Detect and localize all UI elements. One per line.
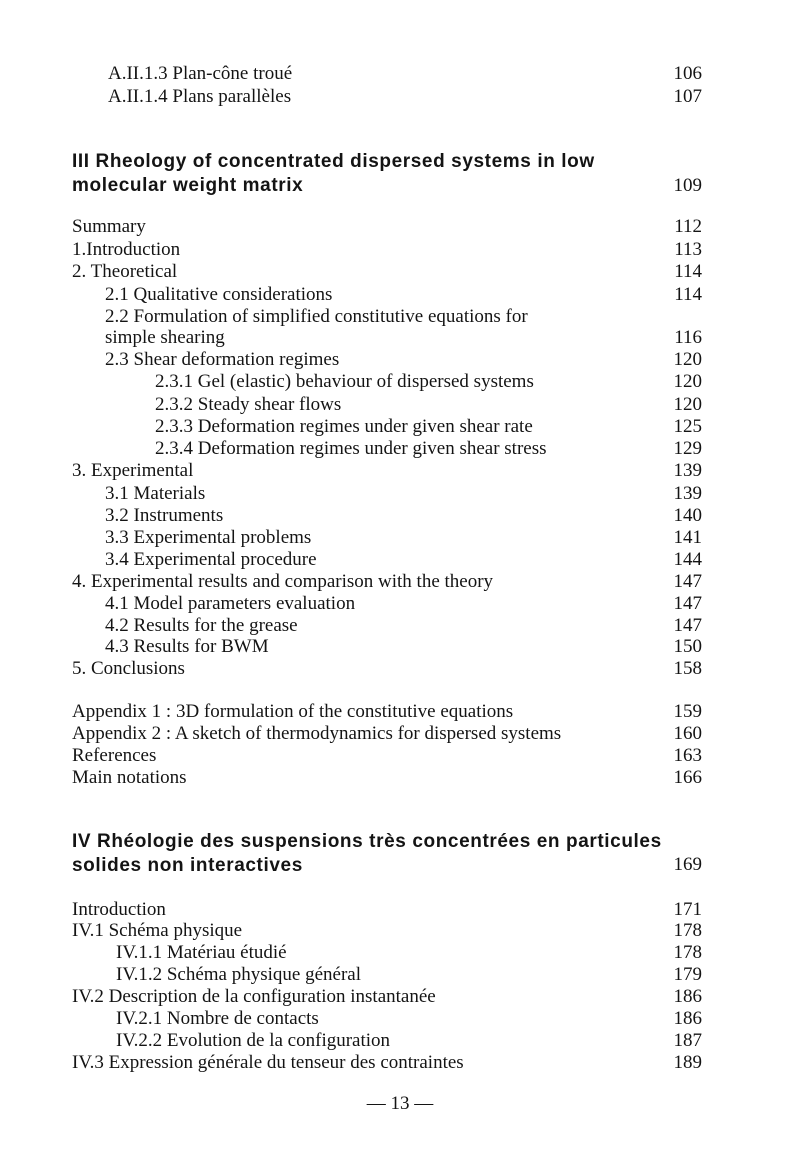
toc-entry-page: 179 bbox=[673, 964, 702, 985]
toc-entry bbox=[0, 985, 800, 1009]
toc-entry bbox=[0, 459, 800, 483]
toc-entry-text: IV.2 Description de la configuration instantanée bbox=[72, 986, 436, 1007]
toc-entry-page: 186 bbox=[673, 1008, 702, 1029]
toc-entry-text: 3. Experimental bbox=[72, 460, 194, 481]
toc-entry-text: 4. Experimental results and comparison with the theory bbox=[72, 571, 494, 592]
toc-entry-page: 113 bbox=[674, 239, 702, 260]
toc-entry-text: Appendix 2 : A sketch of thermodynamics for dispersed systems bbox=[72, 723, 562, 744]
toc-entry-text: simple shearing bbox=[105, 327, 225, 348]
toc-entry-text: 3.2 Instruments bbox=[105, 505, 224, 526]
toc-entry-page: 125 bbox=[673, 416, 702, 437]
toc-entry bbox=[0, 62, 800, 86]
page-number: — 13 — bbox=[366, 1093, 434, 1114]
toc-entry-page: 129 bbox=[673, 438, 702, 459]
toc-appendix-entry bbox=[0, 766, 800, 790]
toc-entry-page: 112 bbox=[674, 216, 702, 237]
toc-entry-page: 178 bbox=[673, 920, 702, 941]
toc-entry bbox=[0, 260, 800, 284]
toc-entry bbox=[0, 415, 800, 439]
toc-entry-page: 147 bbox=[673, 593, 702, 614]
toc-entry bbox=[0, 1007, 800, 1031]
toc-entry-text: Summary bbox=[72, 216, 146, 237]
toc-entry-page: 150 bbox=[673, 636, 702, 657]
toc-entry-page: 166 bbox=[673, 767, 702, 788]
toc-entry bbox=[0, 326, 800, 350]
toc-entry-page: 186 bbox=[673, 986, 702, 1007]
toc-entry bbox=[0, 348, 800, 372]
toc-entry bbox=[0, 1051, 800, 1075]
toc-entry-page: 189 bbox=[673, 1052, 702, 1073]
section-heading bbox=[72, 830, 712, 878]
toc-entry bbox=[0, 85, 800, 109]
toc-entry-text: 4.1 Model parameters evaluation bbox=[105, 593, 356, 614]
toc-entry-text: IV.1.2 Schéma physique général bbox=[116, 964, 362, 985]
toc-entry bbox=[0, 963, 800, 987]
toc-entry-text: 2.1 Qualitative considerations bbox=[105, 284, 333, 305]
toc-entry bbox=[0, 370, 800, 394]
section-heading-page: 169 bbox=[673, 854, 702, 875]
toc-entry-text: 5. Conclusions bbox=[72, 658, 185, 679]
toc-entry-text: 2.3.1 Gel (elastic) behaviour of dispersed systems bbox=[155, 371, 534, 392]
toc-entry-text: 1.Introduction bbox=[72, 239, 181, 260]
toc-entry bbox=[0, 215, 800, 239]
toc-entry-text: Appendix 1 : 3D formulation of the constitutive equations bbox=[72, 701, 514, 722]
toc-entry-page: 120 bbox=[673, 349, 702, 370]
toc-entry-page: 163 bbox=[673, 745, 702, 766]
toc-entry-page: 106 bbox=[673, 63, 702, 84]
section-heading-line: molecular weight matrix bbox=[72, 175, 304, 196]
toc-entry bbox=[0, 570, 800, 594]
toc-entry-page: 140 bbox=[673, 505, 702, 526]
toc-entry-text: 4.3 Results for BWM bbox=[105, 636, 269, 657]
toc-entry-text: IV.2.2 Evolution de la configuration bbox=[116, 1030, 391, 1051]
toc-entry-page: 139 bbox=[673, 483, 702, 504]
toc-entry-page: 114 bbox=[674, 284, 702, 305]
toc-entry-page: 171 bbox=[673, 899, 702, 920]
toc-entry-text: Main notations bbox=[72, 767, 187, 788]
toc-entry-text: 3.4 Experimental procedure bbox=[105, 549, 317, 570]
toc-entry bbox=[0, 238, 800, 262]
toc-entry-text: 3.1 Materials bbox=[105, 483, 206, 504]
toc-entry-text: 4.2 Results for the grease bbox=[105, 615, 298, 636]
toc-entry-text: References bbox=[72, 745, 157, 766]
section-heading-line: IV Rhéologie des suspensions très concentrées en particules bbox=[72, 831, 662, 852]
toc-entry bbox=[0, 482, 800, 506]
toc-entry-page: 120 bbox=[673, 371, 702, 392]
toc-appendix-entry bbox=[0, 744, 800, 768]
section-heading-line: solides non interactives bbox=[72, 855, 303, 876]
toc-entry-text: IV.1 Schéma physique bbox=[72, 920, 243, 941]
section-heading-page: 109 bbox=[673, 175, 702, 196]
toc-entry-text: A.II.1.3 Plan-cône troué bbox=[108, 63, 293, 84]
toc-entry-page: 120 bbox=[673, 394, 702, 415]
toc-entry bbox=[0, 1029, 800, 1053]
toc-entry-text: 2.2 Formulation of simplified constitutive equations for bbox=[105, 306, 528, 327]
toc-entry-text: 3.3 Experimental problems bbox=[105, 527, 312, 548]
toc-entry-page: 160 bbox=[673, 723, 702, 744]
toc-entry bbox=[0, 919, 800, 943]
toc-entry bbox=[0, 592, 800, 616]
toc-entry-text: IV.1.1 Matériau étudié bbox=[116, 942, 287, 963]
toc-entry-page: 147 bbox=[673, 571, 702, 592]
toc-entry-page: 147 bbox=[673, 615, 702, 636]
toc-entry-page: 159 bbox=[673, 701, 702, 722]
section-heading bbox=[72, 150, 672, 198]
toc-entry-page: 141 bbox=[673, 527, 702, 548]
toc-entry bbox=[0, 657, 800, 681]
toc-appendix-entry bbox=[0, 722, 800, 746]
toc-entry-page: 158 bbox=[673, 658, 702, 679]
toc-entry bbox=[0, 283, 800, 307]
toc-entry-page: 139 bbox=[673, 460, 702, 481]
toc-entry bbox=[0, 635, 800, 659]
toc-entry-page: 144 bbox=[673, 549, 702, 570]
section-heading-line: III Rheology of concentrated dispersed systems in low bbox=[72, 151, 595, 172]
toc-entry bbox=[0, 393, 800, 417]
toc-entry bbox=[0, 941, 800, 965]
toc-entry bbox=[0, 504, 800, 528]
toc-entry-text: 2.3.3 Deformation regimes under given shear rate bbox=[155, 416, 533, 437]
toc-entry-text: A.II.1.4 Plans parallèles bbox=[108, 86, 292, 107]
toc-entry-text: Introduction bbox=[72, 899, 166, 920]
toc-entry-text: 2. Theoretical bbox=[72, 261, 178, 282]
toc-entry-text: 2.3.2 Steady shear flows bbox=[155, 394, 342, 415]
toc-entry-text: 2.3 Shear deformation regimes bbox=[105, 349, 340, 370]
toc-entry-page: 116 bbox=[674, 327, 702, 348]
toc-entry bbox=[0, 526, 800, 550]
toc-entry bbox=[0, 548, 800, 572]
toc-entry-text: 2.3.4 Deformation regimes under given shear stress bbox=[155, 438, 547, 459]
toc-entry-page: 114 bbox=[674, 261, 702, 282]
toc-entry-page: 107 bbox=[673, 86, 702, 107]
toc-entry-page: 187 bbox=[673, 1030, 702, 1051]
toc-entry-text: IV.2.1 Nombre de contacts bbox=[116, 1008, 319, 1029]
toc-entry-page: 178 bbox=[673, 942, 702, 963]
toc-appendix-entry bbox=[0, 700, 800, 724]
toc-entry-text: IV.3 Expression générale du tenseur des contraintes bbox=[72, 1052, 464, 1073]
toc-entry bbox=[0, 437, 800, 461]
